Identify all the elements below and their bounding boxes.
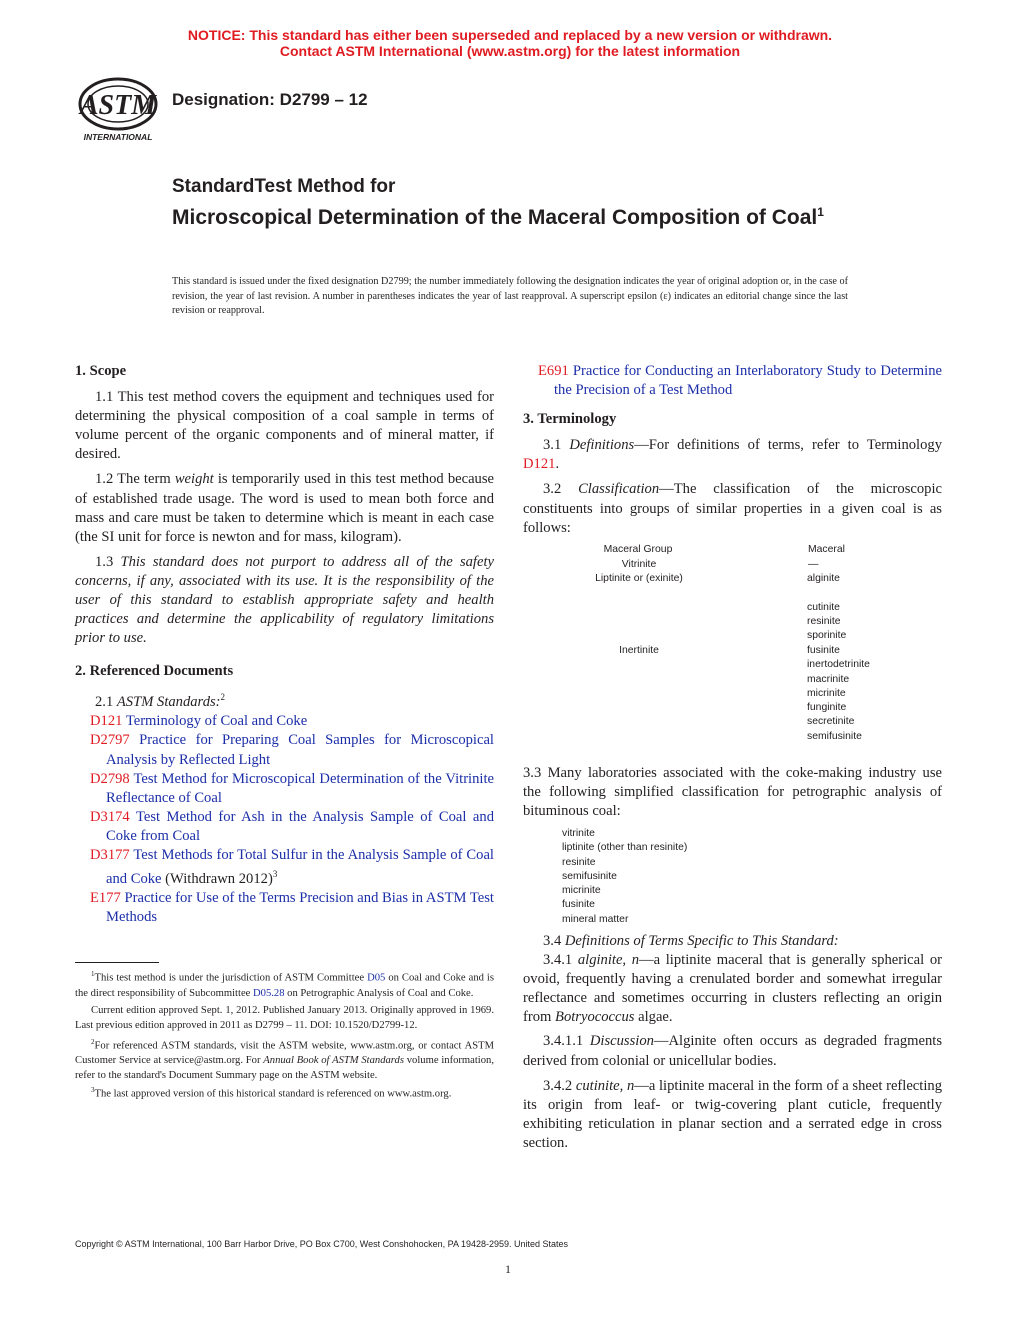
reference-title-link[interactable]: Terminology of Coal and Coke <box>122 713 308 730</box>
term-3-4-1-em2: Botryococcus <box>555 1009 635 1026</box>
footnote-2-b: volume information, refer to the standard's Document Summary page on the ASTM website. <box>75 1055 494 1082</box>
left-column <box>75 362 494 927</box>
term-3-1-c: . <box>555 456 560 473</box>
term-3-2-em: Classification <box>578 481 660 498</box>
liptinite-maceral: alginite <box>807 573 840 584</box>
inertinite-maceral: funginite <box>807 702 847 714</box>
reference-item <box>75 889 494 927</box>
classification-item: vitrinite <box>562 828 595 839</box>
link-subcommittee-d05-28[interactable]: D05.28 <box>253 987 285 999</box>
term-3-4 <box>523 932 942 951</box>
scope-1-1: 1.1 This test method covers the equipment and techniques used for determining the physical composition of a coal sample in terms of volume percent of the organic components and of mineral matter, if desired. <box>75 389 494 463</box>
reference-title-link[interactable]: Test Methods for Total Sulfur in the Analysis Sample of Coal and Coke <box>106 847 494 887</box>
table-inertinite: Inertinite <box>619 645 659 656</box>
liptinite-maceral: resinite <box>807 615 841 627</box>
inertinite-maceral: secretinite <box>807 716 855 728</box>
term-3-4-1-a: 3.4.1 <box>543 952 578 969</box>
term-3-2-a: 3.2 <box>543 481 579 498</box>
title-line-1: StandardTest Method for <box>172 176 396 197</box>
inertinite-maceral: macrinite <box>807 673 850 685</box>
footnote-3-mark: 3 <box>91 1086 95 1095</box>
reference-item <box>75 712 494 731</box>
term-3-2 <box>523 480 942 537</box>
reference-title-link[interactable]: Test Method for Microscopical Determination of the Vitrinite Reflectance of Coal <box>106 770 494 806</box>
term-3-1 <box>523 436 942 474</box>
footnote-2-em: Annual Book of ASTM Standards <box>263 1055 404 1067</box>
link-committee-d05[interactable]: D05 <box>367 972 386 984</box>
term-3-4-2-a: 3.4.2 <box>543 1077 576 1094</box>
term-3-1-a: 3.1 <box>543 437 570 454</box>
designation: Designation: D2799 – 12 <box>172 90 368 109</box>
title-line-2 <box>172 200 872 230</box>
reference-code-link[interactable]: D121 <box>90 713 123 730</box>
liptinite-maceral: sporinite <box>807 630 847 642</box>
simplified-classification-list <box>562 827 687 927</box>
table-liptinite-macerals <box>807 572 846 643</box>
notice-line-1: NOTICE: This standard has either been superseded and replaced by a new version or withdrawn. <box>187 27 833 43</box>
scope-heading: 1. Scope <box>75 363 127 379</box>
reference-list-continued <box>523 362 942 400</box>
classification-item: resinite <box>562 856 596 868</box>
reference-footnote-mark: 3 <box>272 869 278 880</box>
scope-1-3-em: This standard does not purport to address all of the safety concerns, if any, associated with its use. It is the responsibility of the user of this standard to establish appropriate safety and health practices and determine the applicability of regulatory limitations prior to use. <box>75 553 494 647</box>
classification-item: liptinite (other than resinite) <box>562 842 688 854</box>
refdocs-heading: 2. Referenced Documents <box>75 663 234 680</box>
footnote-1-c: on Petrographic Analysis of Coal and Coke. <box>284 987 474 999</box>
term-3-4-1 <box>523 951 942 1027</box>
term-3-2-b: —The classification of the microscopic constituents into groups of similar properties in a given coal is as follows: <box>523 481 942 536</box>
reference-list <box>75 712 494 927</box>
footnote-1-a: This test method is under the jurisdiction of ASTM Committee <box>94 972 368 984</box>
classification-item: fusinite <box>562 899 595 911</box>
term-3-4-1-b: —a liptinite maceral that is generally spherical or ovoid, frequently having a crenulated border and somewhat irregular reflectance and sometimes occurring in clusters reflecting an origin from <box>523 952 942 1026</box>
scope-1-2 <box>75 470 494 546</box>
reference-code-link[interactable]: D2798 <box>90 770 130 787</box>
reference-item <box>75 808 494 846</box>
term-3-4-1-em: alginite, n <box>577 952 640 969</box>
term-3-4-1-1-em: Discussion <box>589 1033 654 1050</box>
logo-subtitle: INTERNATIONAL <box>83 132 153 142</box>
reference-item <box>75 770 494 808</box>
term-3-4-2 <box>523 1077 942 1153</box>
footnote-1 <box>75 967 494 1001</box>
section-3-4-block <box>523 932 942 1153</box>
term-3-4-1-c: algae. <box>634 1009 673 1026</box>
copyright: Copyright © ASTM International, 100 Barr Harbor Drive, PO Box C700, West Conshohocken, PA 19428-2959. United States <box>75 1239 569 1249</box>
inertinite-maceral: semifusinite <box>807 730 862 742</box>
inertinite-maceral: micrinite <box>807 687 846 699</box>
table-header-group: Maceral Group <box>603 544 673 555</box>
link-d121[interactable]: D121 <box>523 456 556 473</box>
footnote-3-text: The last approved version of this historical standard is referenced on www.astm.org. <box>94 1088 452 1100</box>
scope-1-3 <box>75 553 494 648</box>
reference-title-link[interactable]: Practice for Use of the Terms Precision and Bias in ASTM Test Methods <box>106 890 494 926</box>
reference-title-link[interactable]: Practice for Preparing Coal Samples for Microscopical Analysis by Reflected Light <box>106 732 494 768</box>
footnote-2 <box>75 1035 494 1084</box>
inertinite-maceral: inertodetrinite <box>807 659 870 671</box>
footnotes <box>75 967 494 1102</box>
notice-banner <box>0 27 1020 59</box>
footnote-1-edition: Current edition approved Sept. 1, 2012. Published January 2013. Originally approved in 1969. Last previous edition approved in 2011 as D2799 – 11. DOI: 10.1520/D2799-12. <box>75 1004 494 1031</box>
intro-paragraph: This standard is issued under the fixed designation D2799; the number immediately following the designation indicates the year of original adoption or, in the case of revision, the year of last revision. A number in parentheses indicates the year of last reapproval. A superscript epsilon (ε) indicates an editorial change since the last revision or reapproval. <box>172 276 848 316</box>
inertinite-maceral: fusinite <box>807 645 840 656</box>
astm-logo <box>74 76 162 146</box>
footnote-3 <box>75 1083 494 1102</box>
table-inertinite-macerals <box>807 644 870 744</box>
scope-1-3-a: 1.3 <box>95 553 121 570</box>
reference-code-link[interactable]: D3177 <box>90 847 130 864</box>
table-header-maceral: Maceral <box>808 544 845 555</box>
terminology-heading: 3. Terminology <box>523 411 617 428</box>
footnote-2-a: For referenced ASTM standards, visit the ASTM website, www.astm.org, or contact ASTM Customer Service at service@astm.org. For <box>75 1040 494 1067</box>
reference-code-link[interactable]: E177 <box>90 890 121 907</box>
reference-title-link[interactable]: Test Method for Ash in the Analysis Sample of Coal and Coke from Coal <box>106 808 494 844</box>
term-3-4-em: Definitions of Terms Specific to This Standard: <box>564 933 839 949</box>
term-3-4-1-1-a: 3.4.1.1 <box>543 1033 590 1050</box>
term-3-4-2-b: —a liptinite maceral in the form of a sheet reflecting its origin from leaf- or twig-covering plant cuticle, frequently exhibiting reticulation in planar section and a serrated edge in cross section. <box>523 1077 942 1151</box>
term-3-4-1-1 <box>523 1032 942 1070</box>
term-3-1-b: —For definitions of terms, refer to Terminology <box>634 437 942 454</box>
page-number: 1 <box>505 1262 511 1276</box>
scope-1-2-a: 1.2 The term <box>95 471 175 488</box>
reference-title-link[interactable]: Practice for Conducting an Interlaboratory Study to Determine the Precision of a Test Method <box>554 363 942 399</box>
title-main: Microscopical Determination of the Maceral Composition of Coal <box>172 206 818 229</box>
term-3-1-em: Definitions <box>569 437 635 454</box>
refdocs-2-1-em: ASTM Standards: <box>116 694 221 711</box>
classification-item: micrinite <box>562 885 601 897</box>
term-3-4-2-em: cutinite, n <box>575 1077 635 1094</box>
table-liptinite: Liptinite or (exinite) <box>595 573 683 584</box>
classification-item: mineral matter <box>562 913 629 925</box>
footnote-1-mark: 1 <box>91 970 95 978</box>
logo-letters: ASTM <box>79 90 157 121</box>
reference-code-link[interactable]: D2797 <box>90 732 130 749</box>
reference-code-link[interactable]: D3174 <box>90 808 130 825</box>
liptinite-maceral: cutinite <box>807 601 840 613</box>
scope-1-2-b: is temporarily used in this test method because of established trade usage. The word is used to mean both force and mass and care must be taken to determine which is meant in each case (the SI unit for force is newton and for mass, kilogram). <box>75 471 494 545</box>
notice-line-2: Contact ASTM International (www.astm.org) for the latest information <box>279 43 741 59</box>
footnote-1-b: on Coal and Coke and is the direct responsibility of Subcommittee <box>75 972 494 999</box>
maceral-table <box>523 543 942 748</box>
reference-item <box>523 362 942 400</box>
reference-item <box>75 846 494 889</box>
refdocs-2-1 <box>75 688 494 712</box>
title-footnote-mark: 1 <box>817 205 824 219</box>
table-vitrinite: Vitrinite <box>621 559 657 570</box>
refdocs-2-1-sup: 2 <box>220 692 226 703</box>
footnote-rule <box>75 962 159 963</box>
term-3-4-a: 3.4 <box>543 933 565 949</box>
refdocs-2-1-a: 2.1 <box>95 694 117 711</box>
term-3-4-1-1-b: —Alginite often occurs as degraded fragments derived from colonial or unicellular bodies. <box>523 1033 943 1069</box>
reference-note: (Withdrawn 2012) <box>161 870 273 887</box>
reference-code-link[interactable]: E691 <box>538 363 569 379</box>
scope-1-2-em: weight <box>174 471 214 488</box>
liptinite-maceral <box>807 586 846 600</box>
table-vitrinite-value: — <box>808 559 819 570</box>
section-3-3: 3.3 Many laboratories associated with the coke-making industry use the following simplified classification for petrographic analysis of bituminous coal: <box>523 765 942 820</box>
right-column <box>523 362 942 538</box>
footnote-2-mark: 2 <box>91 1037 95 1046</box>
classification-item: semifusinite <box>562 870 617 882</box>
reference-item <box>75 731 494 769</box>
